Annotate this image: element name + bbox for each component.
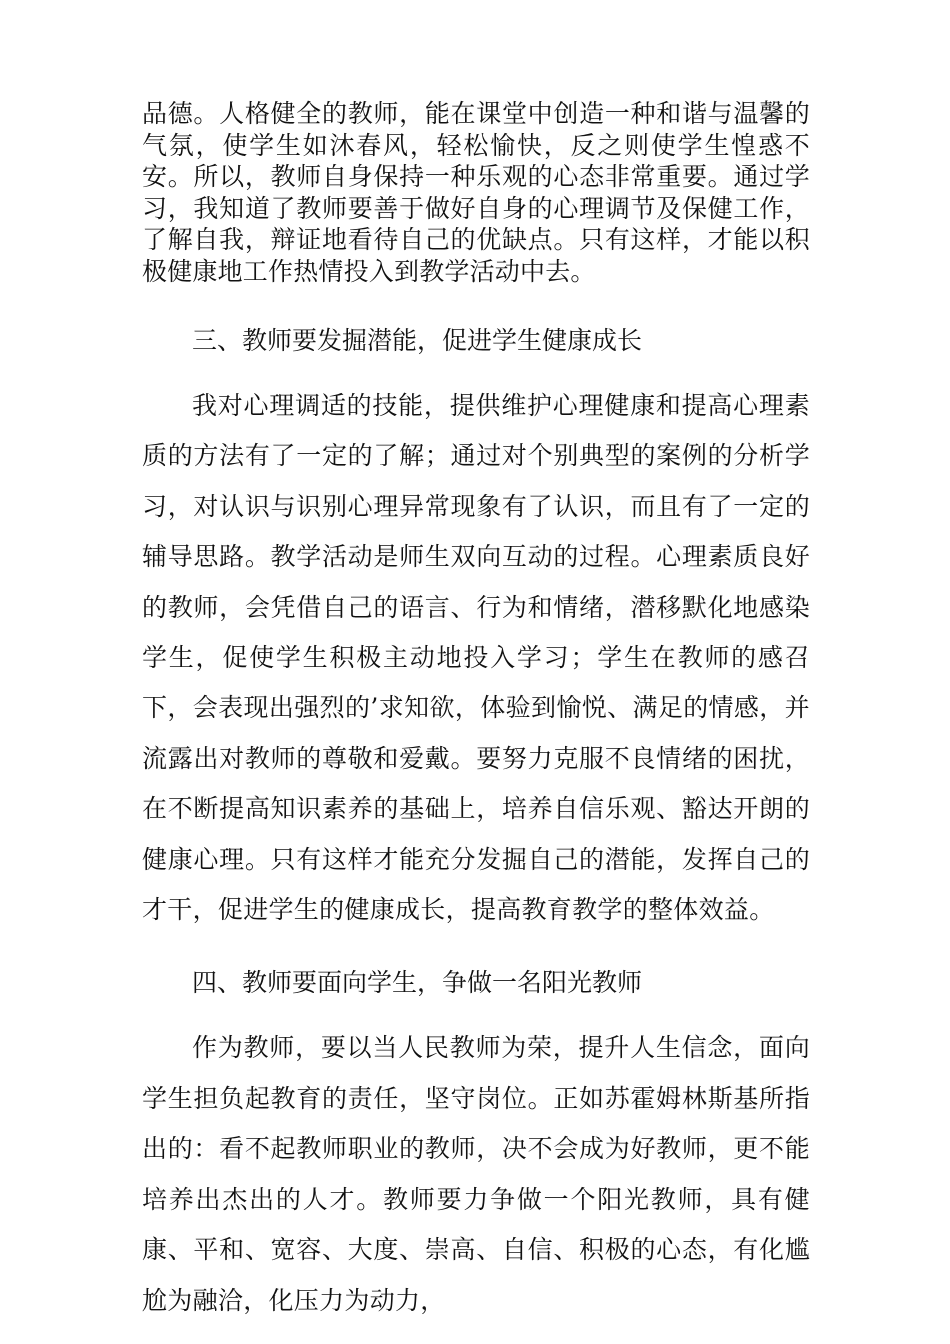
document-page <box>142 98 810 1326</box>
section-heading-3: 三、教师要发掘潜能，促进学生健康成长 <box>192 326 643 355</box>
paragraph-section-3: 我对心理调适的技能，提供维护心理健康和提高心理素质的方法有了一定的了解；通过对个别典型的案例的分析学习，对认识与识别心理异常现象有了认识，而且有了一定的辅导思路。教学活动是师生双向互动的过程。心理素质良好的教师，会凭借自己的语言、行为和情绪，潜移默化地感染学生，促使学生积极主动地投入学习；学生在教师的感召下，会表现出强烈的’求知欲，体验到愉悦、满足的情感，并流露出对教师的尊敬和爱戴。要努力克服不良情绪的困扰，在不断提高知识素养的基础上，培养自信乐观、豁达开朗的健康心理。只有这样才能充分发掘自己的潜能，发挥自己的才干，促进学生的健康成长，提高教育教学的整体效益。 <box>142 391 810 925</box>
paragraph-continued: 品德。人格健全的教师，能在课堂中创造一种和谐与温馨的气氛，使学生如沐春风，轻松愉快，反之则使学生惶惑不安。所以，教师自身保持一种乐观的心态非常重要。通过学习，我知道了教师要善于做好自身的心理调节及保健工作，了解自我，辩证地看待自己的优缺点。只有这样，才能以积极健康地工作热情投入到教学活动中去。 <box>142 99 810 286</box>
paragraph-section-4: 作为教师，要以当人民教师为荣，提升人生信念，面向学生担负起教育的责任，坚守岗位。正如苏霍姆林斯基所指出的：看不起教师职业的教师，决不会成为好教师，更不能培养出杰出的人才。教师要力争做一个阳光教师，具有健康、平和、宽容、大度、崇高、自信、积极的心态，有化尴尬为融洽，化压力为动力， <box>142 1033 810 1315</box>
section-heading-4: 四、教师要面向学生，争做一名阳光教师 <box>192 968 643 998</box>
